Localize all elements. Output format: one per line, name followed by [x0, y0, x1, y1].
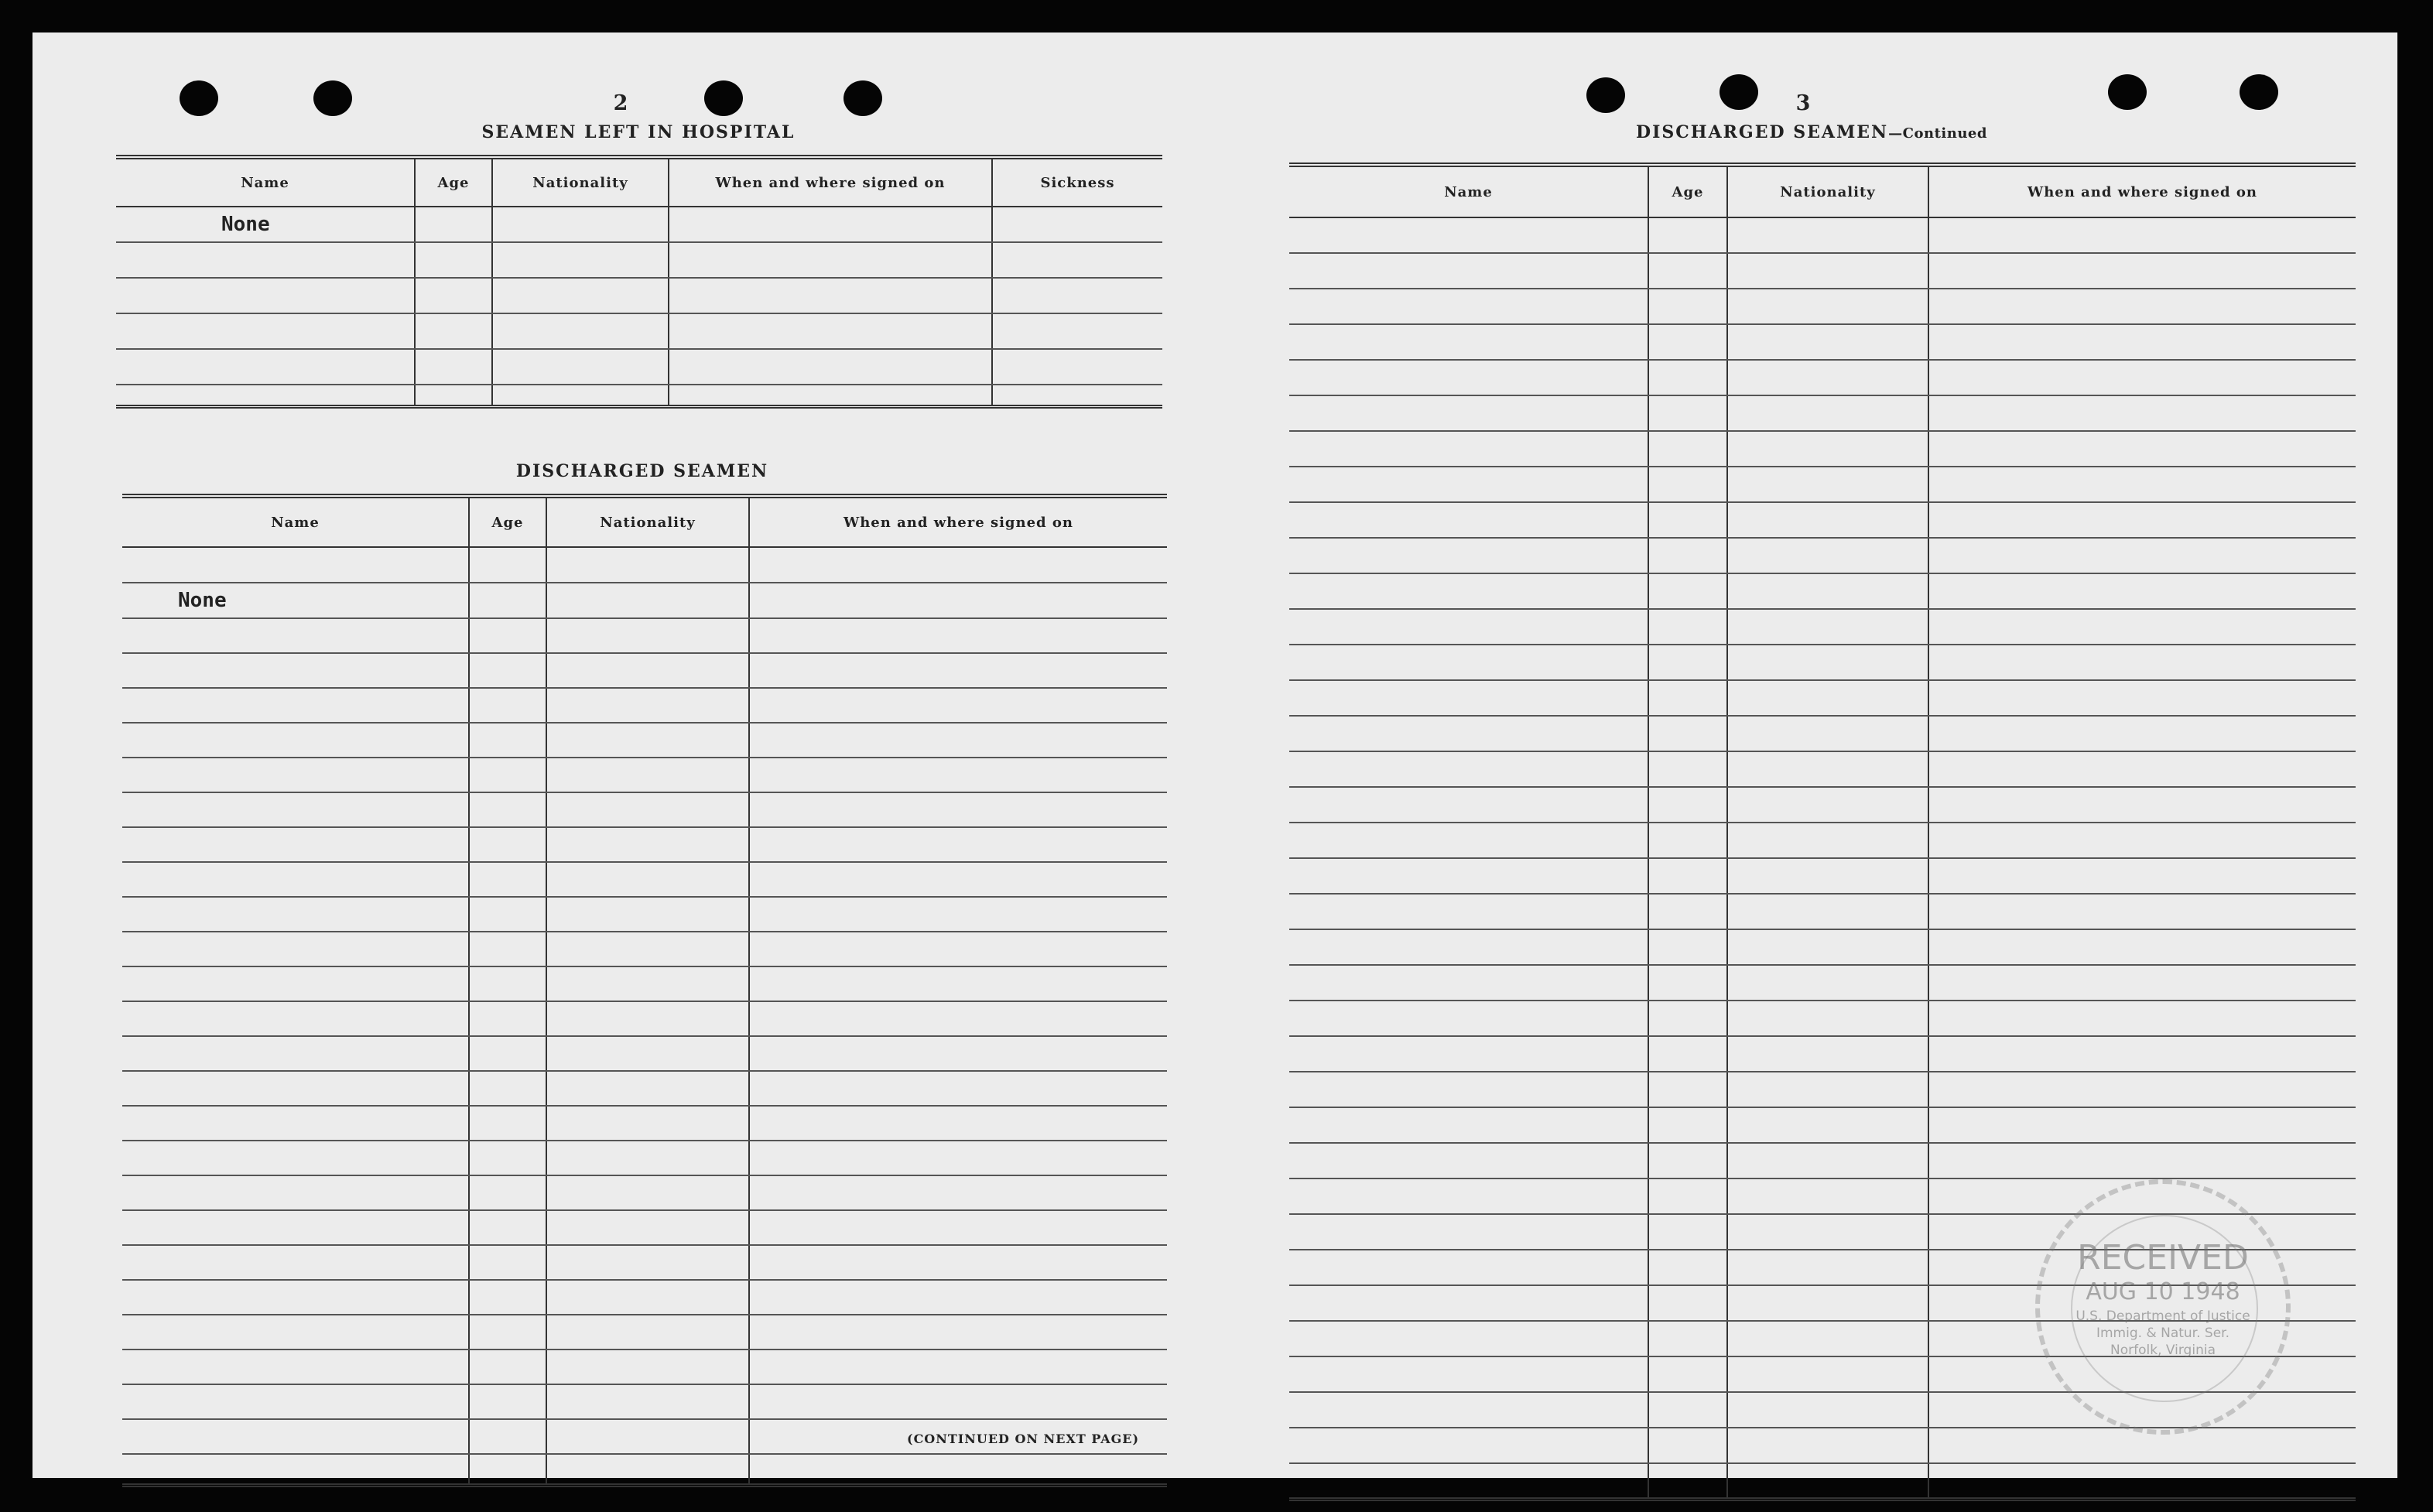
- discharged-table: [122, 494, 1167, 1487]
- column-header-age: Age: [1648, 165, 1727, 217]
- received-stamp: [2035, 1179, 2291, 1435]
- stamp-line-service: Immig. & Natur. Ser.: [2096, 1326, 2229, 1341]
- stamp-line-department: U.S. Department of Justice: [2075, 1308, 2250, 1324]
- stamp-agency: [2040, 1308, 2286, 1359]
- column-header-nationality: Nationality: [492, 157, 669, 207]
- stamp-received-text: RECEIVED: [2077, 1238, 2249, 1278]
- column-header-signed-on: When and where signed on: [669, 157, 992, 207]
- discharged-section-title: DISCHARGED SEAMEN: [515, 461, 769, 481]
- punch-hole: [1586, 77, 1625, 113]
- punch-hole: [844, 80, 882, 116]
- punch-hole: [2240, 74, 2278, 110]
- hospital-entry: None: [221, 213, 270, 236]
- hospital-table: [116, 155, 1162, 409]
- column-header-nationality: Nationality: [1727, 165, 1928, 217]
- continued-suffix: —Continued: [1888, 125, 1987, 142]
- discharged-entry: None: [178, 589, 227, 612]
- punch-hole: [313, 80, 352, 116]
- page-number-left: 2: [613, 91, 628, 115]
- punch-hole: [2108, 74, 2147, 110]
- column-header-sickness: Sickness: [992, 157, 1162, 207]
- document-sheet: [33, 32, 2397, 1478]
- column-header-name: Name: [1289, 165, 1648, 217]
- hospital-section-title: SEAMEN LEFT IN HOSPITAL: [481, 122, 796, 142]
- column-header-name: Name: [122, 496, 469, 547]
- punch-hole: [1720, 74, 1758, 110]
- continued-note: (CONTINUED ON NEXT PAGE): [907, 1432, 1140, 1446]
- column-header-signed-on: When and where signed on: [1928, 165, 2356, 217]
- punch-hole: [704, 80, 743, 116]
- column-header-name: Name: [116, 157, 415, 207]
- discharged-continued-title-text: DISCHARGED SEAMEN: [1636, 122, 1889, 142]
- column-header-age: Age: [415, 157, 492, 207]
- column-header-signed-on: When and where signed on: [749, 496, 1167, 547]
- column-header-nationality: Nationality: [546, 496, 749, 547]
- punch-hole: [180, 80, 218, 116]
- table-cell: [122, 583, 469, 618]
- page-number-right: 3: [1795, 91, 1811, 115]
- stamp-line-location: Norfolk, Virginia: [2110, 1343, 2216, 1358]
- discharged-continued-title: [1289, 122, 2334, 142]
- table-cell: [116, 207, 415, 242]
- column-header-age: Age: [469, 496, 546, 547]
- stamp-date: AUG 10 1948: [2086, 1278, 2240, 1305]
